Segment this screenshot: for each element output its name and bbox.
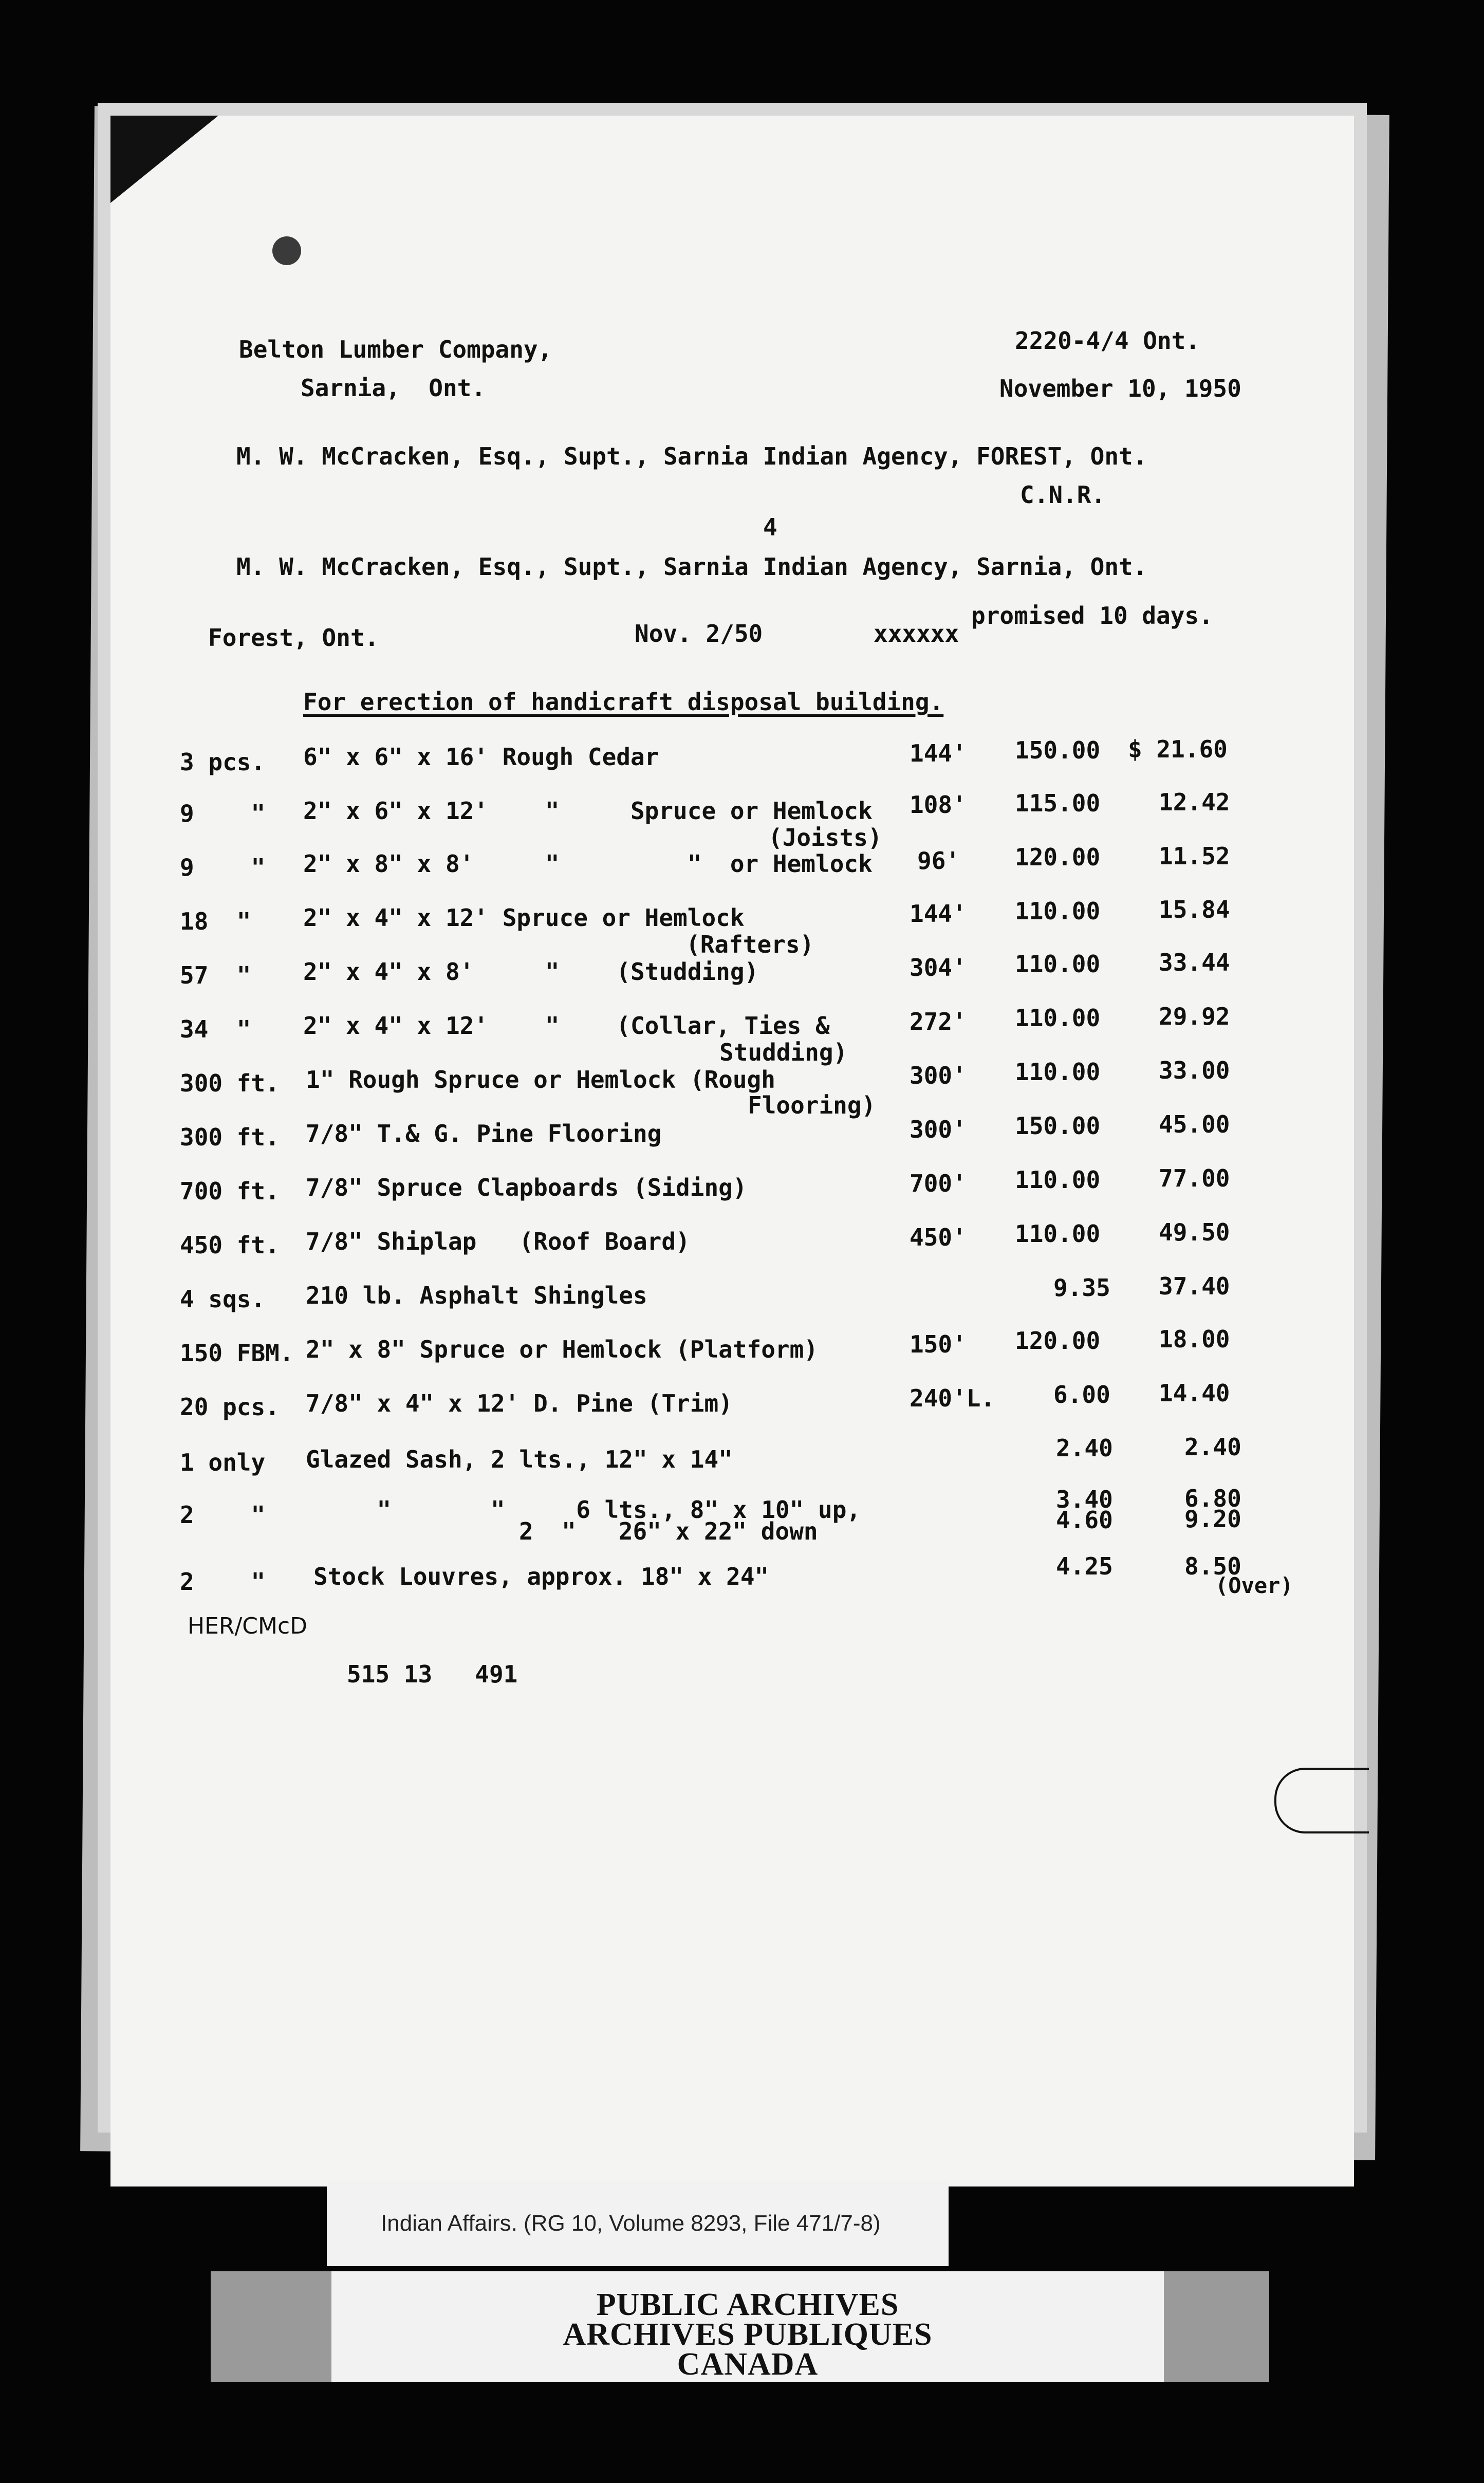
delivery-promise: promised 10 days. [971, 602, 1213, 629]
item-rate: 110.00 [1015, 1004, 1101, 1032]
item-desc-note: (Rafters) [686, 931, 814, 958]
typist-initials: HER/CMcD [188, 1613, 308, 1639]
item-board-feet: 108' [910, 791, 967, 819]
item-board-feet: 272' [910, 1008, 967, 1035]
item-desc: 2" x 8" Spruce or Hemlock (Platform) [306, 1336, 818, 1363]
item-board-feet: 300' [910, 1062, 967, 1089]
archive-reference: Indian Affairs. (RG 10, Volume 8293, File 471/7-8) [381, 2211, 881, 2236]
punch-hole [272, 236, 301, 265]
item-desc: 1" Rough Spruce or Hemlock (Rough [306, 1066, 775, 1094]
item-qty: 300 ft. [180, 1069, 280, 1097]
item-amount: 15.84 [1159, 896, 1230, 923]
item-amount: 33.00 [1159, 1057, 1230, 1084]
item-desc: 210 lb. Asphalt Shingles [306, 1282, 647, 1309]
item-desc: 7/8" Spruce Clapboards (Siding) [306, 1174, 747, 1201]
folded-corner [110, 116, 218, 203]
item-amount: 49.50 [1159, 1218, 1230, 1246]
item-qty: 20 pcs. [180, 1393, 280, 1421]
item-desc-note: (Joists) [768, 824, 882, 851]
item-rate-2: 4.60 [1056, 1506, 1113, 1534]
item-amount: 6.80 [1184, 1485, 1241, 1512]
item-board-feet: 240'L. [910, 1384, 995, 1412]
item-qty: 150 FBM. [180, 1339, 294, 1367]
account-codes: 515 13 491 [347, 1660, 518, 1688]
distribution-line-3: 4 [763, 513, 777, 541]
order-date: Nov. 2/50 [635, 620, 763, 647]
item-board-feet: 300' [910, 1116, 967, 1143]
item-rate: 9.35 [1053, 1274, 1110, 1302]
stamp-line-2: ARCHIVES PUBLIQUES [563, 2317, 933, 2352]
item-qty: 4 sqs. [180, 1285, 266, 1313]
item-desc: 7/8" Shiplap (Roof Board) [306, 1228, 690, 1255]
item-amount: 33.44 [1159, 949, 1230, 976]
item-qty: 450 ft. [180, 1231, 280, 1259]
item-qty: 9 " [180, 800, 266, 827]
item-desc: Stock Louvres, approx. 18" x 24" [313, 1563, 769, 1590]
item-board-feet: 304' [910, 954, 967, 981]
item-rate: 120.00 [1015, 843, 1101, 871]
item-rate: 110.00 [1015, 1166, 1101, 1194]
item-qty: 3 pcs. [180, 748, 266, 776]
addressee-city: Sarnia, Ont. [301, 374, 486, 402]
continued-note: (Over) [1215, 1573, 1293, 1598]
item-qty: 18 " [180, 907, 251, 935]
item-desc: 7/8" T.& G. Pine Flooring [306, 1120, 662, 1147]
stamp-line-3: CANADA [677, 2347, 819, 2382]
item-qty: 2 " [180, 1501, 266, 1529]
item-board-feet: 450' [910, 1224, 967, 1251]
item-amount: 14.40 [1159, 1379, 1230, 1407]
item-amount: $ 21.60 [1128, 735, 1228, 763]
item-rate: 115.00 [1015, 789, 1101, 817]
item-qty: 34 " [180, 1015, 251, 1043]
item-desc: 7/8" x 4" x 12' D. Pine (Trim) [306, 1389, 733, 1417]
item-qty: 300 ft. [180, 1123, 280, 1151]
item-board-feet: 700' [910, 1170, 967, 1197]
item-desc: 2" x 4" x 12' Spruce or Hemlock [303, 904, 745, 932]
item-rate: 150.00 [1015, 1112, 1101, 1140]
item-amount: 12.42 [1159, 788, 1230, 816]
item-board-feet: 150' [910, 1330, 967, 1358]
item-qty: 1 only [180, 1449, 266, 1476]
item-desc-note: 2 " 26" x 22" down [519, 1517, 818, 1545]
item-rate: 120.00 [1015, 1327, 1101, 1355]
item-rate: 2.40 [1056, 1434, 1113, 1462]
item-amount: 2.40 [1184, 1433, 1241, 1461]
item-desc: Glazed Sash, 2 lts., 12" x 14" [306, 1446, 733, 1473]
distribution-line-2: C.N.R. [1020, 481, 1106, 509]
letter-date: November 10, 1950 [999, 375, 1241, 402]
item-amount: 37.40 [1159, 1272, 1230, 1300]
item-desc-note: Flooring) [748, 1091, 876, 1119]
addressee-company: Belton Lumber Company, [239, 336, 552, 363]
delivery-location: Forest, Ont. [208, 624, 379, 652]
item-board-feet: 96' [917, 847, 960, 875]
struck-text: xxxxxx [874, 620, 959, 647]
distribution-line-1: M. W. McCracken, Esq., Supt., Sarnia Indian Agency, FOREST, Ont. [236, 442, 1147, 470]
item-rate: 4.25 [1056, 1552, 1113, 1580]
item-rate: 110.00 [1015, 1220, 1101, 1248]
item-board-feet: 144' [910, 739, 967, 767]
item-amount-2: 9.20 [1184, 1505, 1241, 1533]
item-qty: 57 " [180, 961, 251, 989]
item-desc-note: Studding) [719, 1039, 848, 1066]
item-amount: 8.50 [1184, 1552, 1241, 1580]
item-desc: 2" x 8" x 8' " " or Hemlock [303, 850, 873, 878]
item-rate: 6.00 [1053, 1381, 1110, 1409]
item-qty: 9 " [180, 854, 266, 881]
order-heading: For erection of handicraft disposal building. [303, 688, 944, 716]
item-qty: 700 ft. [180, 1177, 280, 1205]
item-amount: 11.52 [1159, 842, 1230, 870]
item-rate: 3.40 [1056, 1486, 1113, 1513]
item-desc: 2" x 4" x 8' " (Studding) [303, 958, 759, 986]
item-amount: 29.92 [1159, 1003, 1230, 1030]
item-desc: 2" x 6" x 12' " Spruce or Hemlock [303, 797, 873, 825]
item-amount: 77.00 [1159, 1164, 1230, 1192]
item-rate: 110.00 [1015, 1058, 1101, 1086]
distribution-line-4: M. W. McCracken, Esq., Supt., Sarnia Indian Agency, Sarnia, Ont. [236, 553, 1147, 581]
item-amount: 45.00 [1159, 1110, 1230, 1138]
item-rate: 110.00 [1015, 897, 1101, 925]
item-board-feet: 144' [910, 900, 967, 928]
document-page [110, 116, 1354, 2186]
item-amount: 18.00 [1159, 1325, 1230, 1353]
stamp-line-1: PUBLIC ARCHIVES [596, 2287, 899, 2322]
item-rate: 110.00 [1015, 950, 1101, 978]
file-number: 2220-4/4 Ont. [1015, 327, 1200, 355]
archive-reference-label [327, 2181, 949, 2266]
item-desc: " " 6 lts., 8" x 10" up, [306, 1496, 861, 1524]
item-desc: 2" x 4" x 12' " (Collar, Ties & [303, 1012, 830, 1040]
item-rate: 150.00 [1015, 736, 1101, 764]
pen-mark [1274, 1768, 1369, 1833]
item-qty: 2 " [180, 1568, 266, 1596]
item-desc: 6" x 6" x 16' Rough Cedar [303, 743, 659, 771]
